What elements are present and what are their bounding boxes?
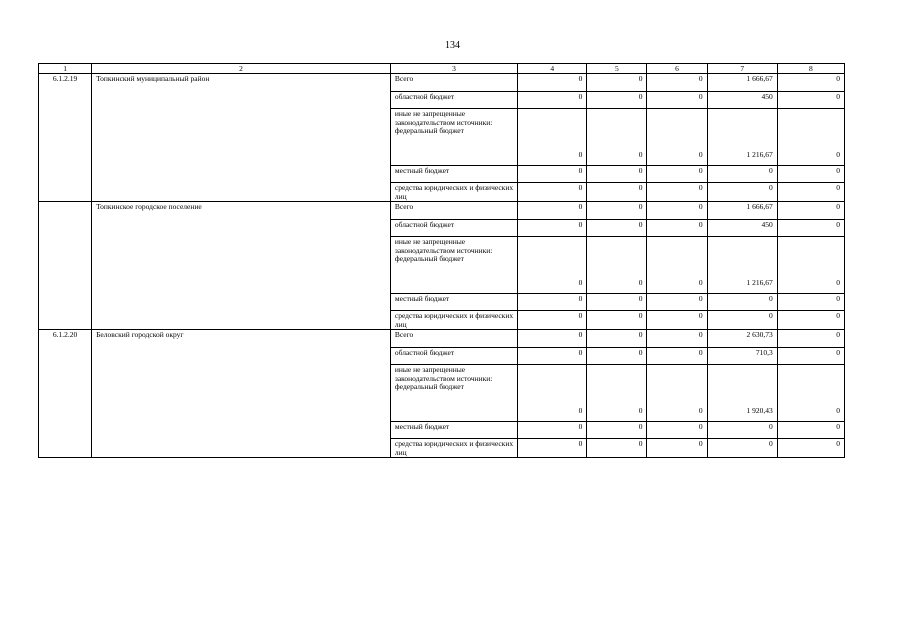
amount-cell-7: 1 920,43 xyxy=(707,365,777,422)
item-code xyxy=(39,202,92,330)
source-name: средства юридических и физических лиц xyxy=(394,311,514,329)
funding-source-label xyxy=(390,166,517,183)
amount-cell-7: 1 666,67 xyxy=(707,202,777,220)
amount-cell-5: 0 xyxy=(587,365,647,422)
amount-cell-6: 0 xyxy=(647,92,707,109)
funding-source-label xyxy=(390,348,517,365)
amount-cell-7: 450 xyxy=(707,92,777,109)
amount-cell-4: 0 xyxy=(518,202,587,220)
amount-cell-6: 0 xyxy=(647,330,707,348)
amount-cell-7: 0 xyxy=(707,422,777,439)
source-name: федеральный бюджет xyxy=(394,382,464,391)
source-name: федеральный бюджет xyxy=(394,126,464,135)
amount-cell-5: 0 xyxy=(587,294,647,311)
amount-cell-4: 0 xyxy=(518,237,587,294)
amount-cell-4: 0 xyxy=(518,330,587,348)
item-name: Топкинский муниципальный район xyxy=(92,74,391,202)
amount-cell-4: 0 xyxy=(518,294,587,311)
item-name: Топкинское городское поселение xyxy=(92,202,391,330)
amount-cell-8: 0 xyxy=(777,183,844,202)
amount-cell-5: 0 xyxy=(587,220,647,237)
source-name: Всего xyxy=(394,74,414,83)
amount-cell-4: 0 xyxy=(518,183,587,202)
amount-cell-7: 0 xyxy=(707,183,777,202)
funding-source-label xyxy=(390,237,517,294)
amount-cell-5: 0 xyxy=(587,422,647,439)
amount-cell-7: 0 xyxy=(707,294,777,311)
source-name: Всего xyxy=(394,330,414,339)
amount-cell-6: 0 xyxy=(647,166,707,183)
amount-cell-7: 1 216,67 xyxy=(707,237,777,294)
item-name: Беловский городской округ xyxy=(92,330,391,458)
table-row xyxy=(39,202,845,220)
funding-source-label xyxy=(390,202,517,220)
amount-cell-5: 0 xyxy=(587,330,647,348)
budget-table xyxy=(38,63,845,458)
amount-cell-4: 0 xyxy=(518,92,587,109)
column-header-6: 6 xyxy=(647,64,707,74)
amount-cell-4: 0 xyxy=(518,311,587,330)
other-sources-note: иные не запрещенные законодательством источники: xyxy=(394,365,493,383)
amount-cell-5: 0 xyxy=(587,183,647,202)
amount-cell-6: 0 xyxy=(647,237,707,294)
funding-source-label xyxy=(390,220,517,237)
amount-cell-6: 0 xyxy=(647,365,707,422)
item-code: 6.1.2.20 xyxy=(39,330,92,458)
funding-source-label xyxy=(390,74,517,92)
amount-cell-8: 0 xyxy=(777,74,844,92)
item-code: 6.1.2.19 xyxy=(39,74,92,202)
funding-source-label xyxy=(390,439,517,458)
column-header-3: 3 xyxy=(390,64,517,74)
amount-cell-4: 0 xyxy=(518,220,587,237)
column-header-2: 2 xyxy=(92,64,391,74)
source-name: Всего xyxy=(394,202,414,211)
source-name: средства юридических и физических лиц xyxy=(394,183,514,201)
amount-cell-5: 0 xyxy=(587,237,647,294)
amount-cell-7: 1 216,67 xyxy=(707,109,777,166)
amount-cell-6: 0 xyxy=(647,311,707,330)
amount-cell-7: 0 xyxy=(707,439,777,458)
funding-source-label xyxy=(390,183,517,202)
source-name: областной бюджет xyxy=(394,92,455,101)
funding-source-label xyxy=(390,365,517,422)
amount-cell-6: 0 xyxy=(647,348,707,365)
amount-cell-7: 0 xyxy=(707,311,777,330)
amount-cell-7: 1 666,67 xyxy=(707,74,777,92)
amount-cell-8: 0 xyxy=(777,439,844,458)
amount-cell-8: 0 xyxy=(777,365,844,422)
amount-cell-6: 0 xyxy=(647,183,707,202)
amount-cell-7: 450 xyxy=(707,220,777,237)
funding-source-label xyxy=(390,109,517,166)
table-row xyxy=(39,74,845,92)
amount-cell-5: 0 xyxy=(587,348,647,365)
source-name: средства юридических и физических лиц xyxy=(394,439,514,457)
funding-source-label xyxy=(390,92,517,109)
funding-source-label xyxy=(390,330,517,348)
funding-source-label xyxy=(390,311,517,330)
amount-cell-6: 0 xyxy=(647,439,707,458)
source-name: местный бюджет xyxy=(394,166,450,175)
amount-cell-8: 0 xyxy=(777,220,844,237)
amount-cell-5: 0 xyxy=(587,109,647,166)
column-header-8: 8 xyxy=(777,64,844,74)
amount-cell-7: 2 630,73 xyxy=(707,330,777,348)
amount-cell-5: 0 xyxy=(587,74,647,92)
source-name: местный бюджет xyxy=(394,294,450,303)
amount-cell-8: 0 xyxy=(777,422,844,439)
amount-cell-8: 0 xyxy=(777,294,844,311)
source-name: областной бюджет xyxy=(394,220,455,229)
source-name: федеральный бюджет xyxy=(394,254,464,263)
amount-cell-4: 0 xyxy=(518,348,587,365)
amount-cell-6: 0 xyxy=(647,422,707,439)
source-name: местный бюджет xyxy=(394,422,450,431)
amount-cell-5: 0 xyxy=(587,166,647,183)
funding-source-label xyxy=(390,294,517,311)
amount-cell-8: 0 xyxy=(777,202,844,220)
amount-cell-5: 0 xyxy=(587,311,647,330)
column-header-5: 5 xyxy=(587,64,647,74)
source-name: областной бюджет xyxy=(394,348,455,357)
header-row xyxy=(39,64,845,74)
amount-cell-5: 0 xyxy=(587,92,647,109)
amount-cell-8: 0 xyxy=(777,92,844,109)
column-header-7: 7 xyxy=(707,64,777,74)
funding-source-label xyxy=(390,422,517,439)
amount-cell-6: 0 xyxy=(647,109,707,166)
amount-cell-6: 0 xyxy=(647,74,707,92)
amount-cell-4: 0 xyxy=(518,439,587,458)
column-header-1: 1 xyxy=(39,64,92,74)
amount-cell-4: 0 xyxy=(518,74,587,92)
amount-cell-6: 0 xyxy=(647,220,707,237)
other-sources-note: иные не запрещенные законодательством источники: xyxy=(394,109,493,127)
amount-cell-5: 0 xyxy=(587,202,647,220)
column-header-4: 4 xyxy=(518,64,587,74)
amount-cell-4: 0 xyxy=(518,422,587,439)
amount-cell-8: 0 xyxy=(777,166,844,183)
amount-cell-6: 0 xyxy=(647,202,707,220)
amount-cell-8: 0 xyxy=(777,237,844,294)
amount-cell-8: 0 xyxy=(777,348,844,365)
page-number: 134 xyxy=(445,40,460,51)
amount-cell-6: 0 xyxy=(647,294,707,311)
amount-cell-5: 0 xyxy=(587,439,647,458)
amount-cell-8: 0 xyxy=(777,311,844,330)
amount-cell-4: 0 xyxy=(518,109,587,166)
amount-cell-4: 0 xyxy=(518,365,587,422)
table-row xyxy=(39,330,845,348)
amount-cell-7: 0 xyxy=(707,166,777,183)
amount-cell-4: 0 xyxy=(518,166,587,183)
amount-cell-8: 0 xyxy=(777,109,844,166)
other-sources-note: иные не запрещенные законодательством источники: xyxy=(394,237,493,255)
amount-cell-7: 710,3 xyxy=(707,348,777,365)
amount-cell-8: 0 xyxy=(777,330,844,348)
